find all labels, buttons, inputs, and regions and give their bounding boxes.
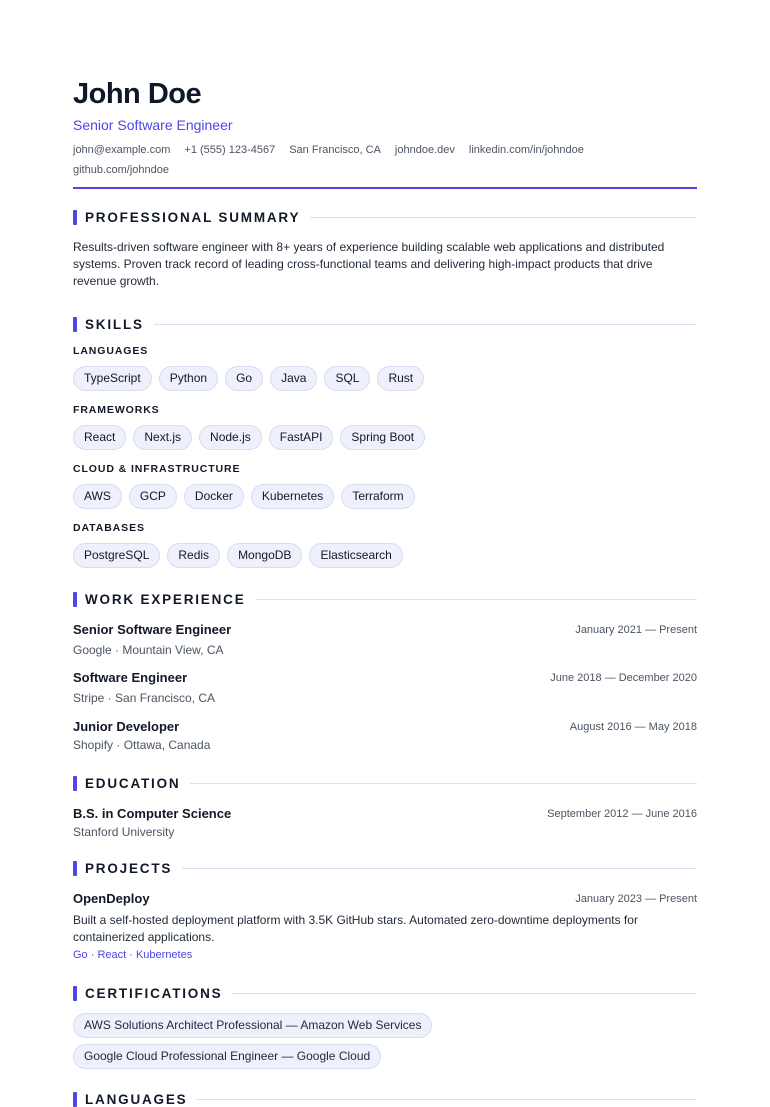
certification-chip: Google Cloud Professional Engineer — Google Cloud xyxy=(73,1044,381,1069)
candidate-title: Senior Software Engineer xyxy=(73,117,233,133)
skill-chip: MongoDB xyxy=(227,543,302,568)
skill-category: CLOUD & INFRASTRUCTURE xyxy=(73,463,241,475)
experience-entry xyxy=(73,622,697,658)
skill-category: FRAMEWORKS xyxy=(73,404,160,416)
summary-text: Results-driven software engineer with 8+ years of experience building scalable web applications and distributed systems. Proven track record of leading cross-functional teams and delivering high-impact products that drive revenue growth. xyxy=(73,240,665,288)
skill-chip: Python xyxy=(159,366,218,391)
candidate-name: John Doe xyxy=(73,78,202,110)
section-accent-bar xyxy=(73,592,77,607)
section-rule xyxy=(256,599,697,600)
project-entry xyxy=(73,891,697,963)
project-dates: January 2023 — Present xyxy=(575,893,697,905)
experience-entry xyxy=(73,719,697,753)
certification-chip: AWS Solutions Architect Professional — Amazon Web Services xyxy=(73,1013,432,1038)
skill-chip-list xyxy=(73,366,697,391)
section-heading-education xyxy=(73,775,697,791)
skill-chip: Docker xyxy=(184,484,244,509)
skill-chip: Next.js xyxy=(133,425,192,450)
skill-chip-list xyxy=(73,425,697,450)
skill-chip: GCP xyxy=(129,484,177,509)
section-accent-bar xyxy=(73,861,77,876)
project-name: OpenDeploy xyxy=(73,891,150,906)
section-title: PROJECTS xyxy=(85,860,173,876)
job-company: Google · Mountain View, CA xyxy=(73,643,224,657)
section-heading-summary xyxy=(73,209,697,225)
job-company: Stripe · San Francisco, CA xyxy=(73,691,216,705)
certification-list xyxy=(73,1013,697,1069)
job-company: Shopify · Ottawa, Canada xyxy=(73,738,211,752)
section-title: LANGUAGES xyxy=(85,1091,188,1107)
job-title: Senior Software Engineer xyxy=(73,622,232,637)
contact-list xyxy=(73,142,633,179)
section-heading-experience xyxy=(73,591,697,607)
section-accent-bar xyxy=(73,210,77,225)
contact-phone: +1 (555) 123-4567 xyxy=(184,144,276,156)
education-dates: September 2012 — June 2016 xyxy=(547,808,697,820)
section-rule xyxy=(310,217,697,218)
contact-location: San Francisco, CA xyxy=(289,144,381,156)
skill-category: LANGUAGES xyxy=(73,345,149,357)
skill-chip: Terraform xyxy=(341,484,414,509)
skill-chip: Go xyxy=(225,366,263,391)
section-title: SKILLS xyxy=(85,316,144,332)
section-title: CERTIFICATIONS xyxy=(85,985,223,1001)
skill-chip: React xyxy=(73,425,126,450)
skill-chip: Spring Boot xyxy=(340,425,425,450)
section-rule xyxy=(182,868,697,869)
section-title: PROFESSIONAL SUMMARY xyxy=(85,209,301,225)
skill-group-languages xyxy=(73,345,697,391)
section-rule xyxy=(197,1099,697,1100)
section-heading-languages xyxy=(73,1091,697,1107)
section-title: EDUCATION xyxy=(85,775,181,791)
experience-entry xyxy=(73,670,697,706)
contact-linkedin[interactable]: linkedin.com/in/johndoe xyxy=(468,144,584,156)
skill-group-frameworks xyxy=(73,404,697,450)
skill-group-cloud xyxy=(73,463,697,509)
school: Stanford University xyxy=(73,825,175,839)
education-entry xyxy=(73,806,697,840)
section-title: WORK EXPERIENCE xyxy=(85,591,246,607)
skill-chip: TypeScript xyxy=(73,366,152,391)
resume-header xyxy=(73,78,697,189)
job-dates: August 2016 — May 2018 xyxy=(569,721,697,733)
skill-chip: Rust xyxy=(377,366,424,391)
skill-chip: Java xyxy=(270,366,317,391)
skill-chip: Node.js xyxy=(199,425,262,450)
section-rule xyxy=(154,324,697,325)
skill-chip: FastAPI xyxy=(269,425,334,450)
degree: B.S. in Computer Science xyxy=(73,806,232,821)
contact-website[interactable]: johndoe.dev xyxy=(394,144,455,156)
skill-chip: Elasticsearch xyxy=(309,543,402,568)
project-description: Built a self-hosted deployment platform with 3.5K GitHub stars. Automated zero-downtime deployments for containerized applications. xyxy=(73,913,638,944)
header-divider xyxy=(73,187,697,189)
section-accent-bar xyxy=(73,776,77,791)
section-rule xyxy=(232,993,697,994)
section-accent-bar xyxy=(73,986,77,1001)
skill-chip: PostgreSQL xyxy=(73,543,160,568)
job-title: Junior Developer xyxy=(73,719,180,734)
section-accent-bar xyxy=(73,317,77,332)
skill-chip-list xyxy=(73,484,697,509)
contact-github[interactable]: github.com/johndoe xyxy=(73,164,170,176)
job-dates: June 2018 — December 2020 xyxy=(550,672,697,684)
skill-chip: Kubernetes xyxy=(251,484,334,509)
job-title: Software Engineer xyxy=(73,670,188,685)
resume xyxy=(73,78,697,1107)
skill-chip: SQL xyxy=(324,366,370,391)
section-accent-bar xyxy=(73,1092,77,1107)
skill-chip: AWS xyxy=(73,484,122,509)
section-heading-skills xyxy=(73,316,697,332)
project-tech-stack: Go · React · Kubernetes xyxy=(73,949,193,961)
section-heading-projects xyxy=(73,860,697,876)
skill-category: DATABASES xyxy=(73,522,145,534)
section-heading-certifications xyxy=(73,985,697,1001)
job-dates: January 2021 — Present xyxy=(575,624,697,636)
skill-group-databases xyxy=(73,522,697,568)
skill-chip: Redis xyxy=(167,543,220,568)
section-rule xyxy=(190,783,697,784)
contact-email[interactable]: john@example.com xyxy=(73,144,171,156)
skill-chip-list xyxy=(73,543,697,568)
